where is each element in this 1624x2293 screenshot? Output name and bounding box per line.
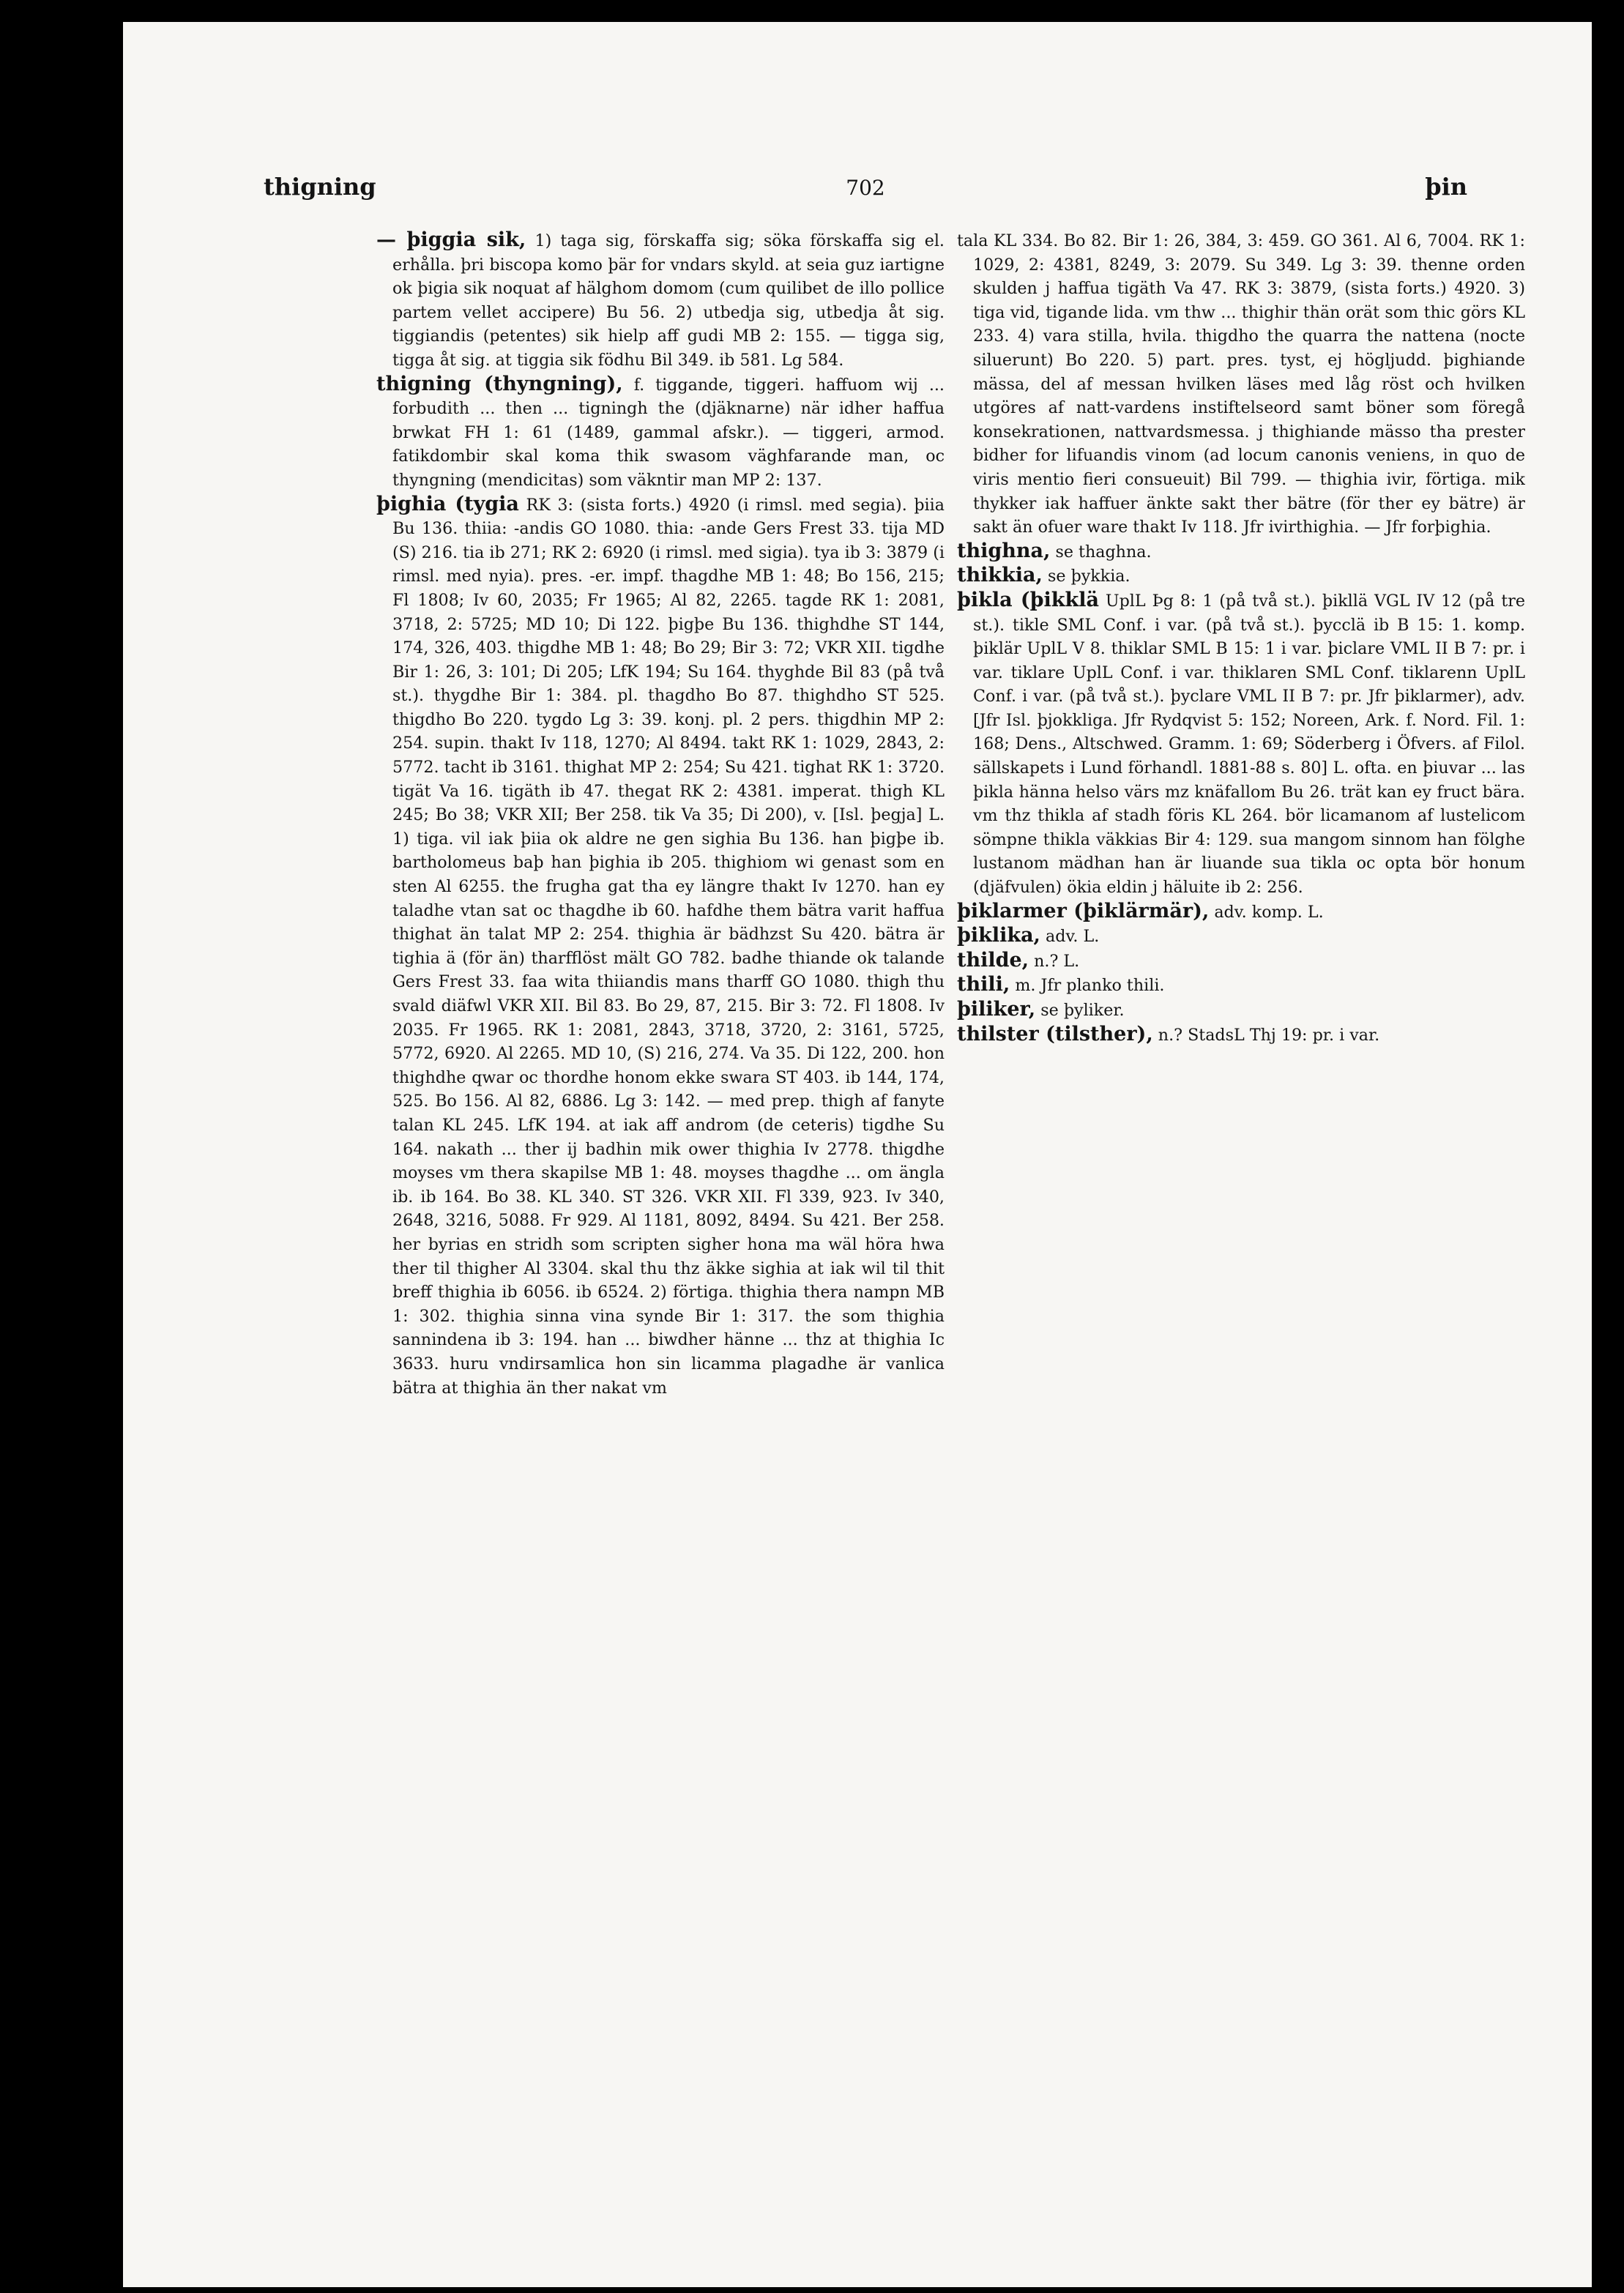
entry-text: 1) taga sig, förskaffa sig; söka förskaffa sig el. erhålla. þri biscopa komo þär for vndars skyld. at seia guz iartigne ok þigia sik noquat af hälghom domom (cum quilibet de illo pollice partem vellet accipere) Bu 56. 2) utbedja sig, utbedja åt sig. tiggiandis (petentes) sik hielp aff gudi MB 2: 155. — tigga sig, tigga åt sig. at tiggia sik födhu Bil 349. ib 581. Lg 584. [392, 231, 945, 370]
dictionary-entry [957, 949, 1525, 974]
right-column [957, 228, 1525, 2015]
entry-text: n.? StadsL Thj 19: pr. i var. [1158, 1025, 1380, 1045]
entry-headword: thili, [957, 973, 1010, 996]
entry-text: se þyliker. [1040, 1001, 1125, 1020]
dictionary-entry [957, 228, 1525, 540]
entry-text: UplL Þg 8: 1 (på två st.). þikllä VGL IV 12 (på tre st.). tikle SML Conf. i var. (på två st.). þycclä ib B 15: 1. komp. þiklär UplL V 8. thiklar SML B 15: 1 i var. þiclare VML II B 7: pr. i var. tiklare UplL Conf. i var. thiklaren SML Conf. tiklarenn UplL Conf. i var. (på två st.). þyclare VML II B 7: pr. Jfr þiklarmer), adv. [Jfr Isl. þjokkliga. Jfr Rydqvist 5: 152; Noreen, Ark. f. Nord. Fil. 1: 168; Dens., Altschwed. Gramm. 1: 69; Söderberg i Öfvers. af Filol. sällskapets i Lund förhandl. 1881-88 s. 80] L. ofta. en þiuvar ... las þikla hänna helso värs mz knäfallom Bu 26. trät kan ey fruct bära. vm thz thikla af stadh föris KL 264. bör licamanom af lustelicom sömpne thikla väkkias Bir 4: 129. sua mangom sinnom han fölghe lustanom mädhan han är liuande sua tikla oc opta bör honum (djäfvulen) ökia eldin j häluite ib 2: 256. [973, 591, 1525, 898]
entry-headword: þiliker, [957, 998, 1036, 1021]
entry-headword: thigning (thyngning), [376, 372, 623, 395]
dictionary-entry [957, 1023, 1525, 1048]
entry-headword: þighia (tygia [376, 492, 519, 515]
page-header [264, 173, 1467, 209]
header-right-guideword: þin [1425, 173, 1467, 201]
entry-text: se þykkia. [1048, 567, 1131, 586]
dictionary-entry [957, 900, 1525, 925]
entry-headword: þiklika, [957, 924, 1040, 947]
entry-text: adv. L. [1046, 927, 1100, 947]
dictionary-entry [957, 589, 1525, 900]
dictionary-entry [957, 998, 1525, 1023]
dictionary-entry [376, 373, 945, 493]
entry-text: RK 3: (sista forts.) 4920 (i rimsl. med segia). þiia Bu 136. thiia: -andis GO 1080. thia: -ande Gers Frest 33. tija MD (S) 216. tia ib 271; RK 2: 6920 (i rimsl. med sigia). tya ib 3: 3879 (i rimsl. med nyia). pres. -er. impf. thagdhe MB 1: 48; Bo 156, 215; Fl 1808; Iv 60, 2035; Fr 1965; Al 82, 2265. tagde RK 1: 2081, 3718, 2: 5725; MD 10; Di 122. þigþe Bu 136. thighdhe ST 144, 174, 326, 403. thigdhe MB 1: 48; Bo 29; Bir 3: 72; VKR XII. tigdhe Bir 1: 26, 3: 101; Di 205; LfK 194; Su 164. thyghde Bil 83 (på två st.). thygdhe Bir 1: 384. pl. thagdho Bo 87. thighdho ST 525. thigdho Bo 220. tygdo Lg 3: 39. konj. pl. 2 pers. thigdhin MP 2: 254. supin. thakt Iv 118, 1270; Al 8494. takt RK 1: 1029, 2843, 2: 5772. tacht ib 3161. thighat MP 2: 254; Su 421. tighat RK 1: 3720. tigät Va 16. tigäth ib 47. thegat RK 2: 4381. imperat. thigh KL 245; Bo 38; VKR XII; Ber 258. tik Va 35; Di 200), v. [Isl. þegja] L. 1) tiga. vil iak þiia ok aldre ne gen sighia Bu 136. han þigþe ib. bartholomeus baþ han þighia ib 205. thighiom wi genast som en sten Al 6255. the frugha gat tha ey längre thakt Iv 1270. han ey taladhe vtan sat oc thagdhe ib 60. hafdhe them bätra varit haffua thighat än talat MP 2: 254. thighia är bädhzst Su 420. bätra är tighia ä (för än) tharfflöst mält GO 782. badhe thiande ok talande Gers Frest 33. faa wita thiiandis mans tharff GO 1080. thigh thu svald diäfwl VKR XII. Bil 83. Bo 29, 87, 215. Bir 3: 72. Fl 1808. Iv 2035. Fr 1965. RK 1: 2081, 2843, 3718, 3720, 2: 3161, 5725, 5772, 6920. Al 2265. MD 10, (S) 216, 274. Va 35. Di 122, 200. hon thighdhe qwar oc thordhe honom ekke swara ST 403. ib 144, 174, 525. Bo 156. Al 82, 6886. Lg 3: 142. — med prep. thigh af fanyte talan KL 245. LfK 194. at iak aff androm (de ceteris) tigdhe Su 164. nakath ... ther ij badhin mik ower thighia Iv 2778. thigdhe moyses vm thera skapilse MB 1: 48. moyses thagdhe ... om ängla ib. ib 164. Bo 38. KL 340. ST 326. VKR XII. Fl 339, 923. Iv 340, 2648, 3216, 5088. Fr 929. Al 1181, 8092, 8494. Su 421. Ber 258. her byrias en stridh som scripten sigher hona ma wäl höra hwa ther til thigher Al 3304. skal thu thz äkke sighia at iak wil til thit breff thighia ib 6056. ib 6524. 2) förtiga. thighia thera nampn MB 1: 302. thighia sinna vina synde Bir 1: 317. the som thighia sannindena ib 3: 194. han ... biwdher hänne ... thz at thighia Ic 3633. huru vndirsamlica hon sin licamma plagadhe är vanlica bätra at thighia än ther nakat vm [392, 495, 945, 1398]
entry-text: adv. komp. L. [1214, 902, 1324, 922]
dictionary-entry [376, 228, 945, 373]
entry-headword: thilde, [957, 948, 1029, 972]
entry-headword: — þiggia sik, [376, 228, 526, 251]
entry-headword: thighna, [957, 539, 1051, 562]
entry-text: se thaghna. [1055, 542, 1152, 562]
left-column [376, 228, 945, 2015]
entry-text: tala KL 334. Bo 82. Bir 1: 26, 384, 3: 459. GO 361. Al 6, 7004. RK 1: 1029, 2: 4381, 8249, 3: 2079. Su 349. Lg 3: 39. thenne orden skulden j haffua tigäth Va 47. RK 3: 3879, (sista forts.) 4920. 3) tiga vid, tigande lida. vm thw ... thighir thän orät som thic görs KL 233. 4) vara stilla, hvila. thigdho the quarra the nattena (nocte siluerunt) Bo 220. 5) part. pres. tyst, ej högljudd. þighiande mässa, del af messan hvilken läses med låg röst och hvilken utgöres af natt-vardens instiftelseord samt böner som föregå konsekrationen, nattvardsmessa. j thighiande mässo tha prester bidher for lifuandis vinom (ad locum canonis veniens, in quo de viris mentio fieri consueuit) Bil 799. — thighia ivir, förtiga. mik thykker iak haffuer änkte sakt ther bätre (för ther ey bätre) är sakt än ofuer ware thakt Iv 118. Jfr ivirthighia. — Jfr forþighia. [957, 231, 1525, 537]
entry-headword: thilster (tilsther), [957, 1022, 1153, 1045]
dictionary-entry [957, 540, 1525, 564]
entry-text: f. tiggande, tiggeri. haffuom wij ... forbudith ... then ... tigningh the (djäknarne) när idher haffua brwkat FH 1: 61 (1489, gammal afskr.). — tiggeri, armod. fatikdombir skal koma thik swasom väghfarande man, oc thyngning (mendicitas) som väkntir man MP 2: 137. [392, 375, 945, 490]
entry-headword: thikkia, [957, 564, 1043, 587]
dictionary-entry [957, 973, 1525, 998]
dictionary-entry [957, 924, 1525, 949]
header-left-guideword: thigning [264, 173, 376, 201]
entry-headword: þiklarmer (þiklärmär), [957, 899, 1210, 922]
dictionary-entry [376, 493, 945, 1401]
entry-text: m. Jfr planko thili. [1015, 976, 1165, 996]
entry-text: n.? L. [1034, 951, 1080, 971]
page-number: 702 [846, 176, 885, 200]
entry-headword: þikla (þikklä [957, 588, 1099, 611]
dictionary-entry [957, 564, 1525, 589]
